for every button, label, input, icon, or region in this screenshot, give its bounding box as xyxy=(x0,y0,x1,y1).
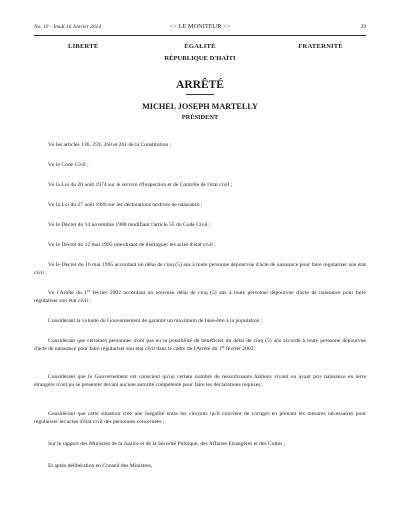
motto-liberte: LIBERTÉ xyxy=(68,43,99,50)
document-title: ARRÊTÉ xyxy=(176,79,224,91)
paragraph-visa-decret-12-mai-1995: Vu le Décret du 12 mai 1995 interdisant de distinguer les actes d'état civil ; xyxy=(48,242,216,248)
paragraph-considerant-ressortissants: Considérant que le Gouvernement est conscient qu'un certain nombre de ressortissants haïtiens vivant ou ayant pris naissance en terre étrangère n'ont pu se présenter devant aucune autorité compétente pour faire les déclarations requises; xyxy=(34,374,366,389)
paragraph-visa-decret-16-mai-1995: Vu le Décret du 16 mai 1995 accordant un délai de cinq (5) ans à toute personne dépourvue d'acte de naissance pour faire régulariser son état civil ; xyxy=(34,262,366,277)
paragraph-visa-loi-1974: Vu la Loi du 20 août 1974 sur le service d'Inspection et de Contrôle de l'état civil ; xyxy=(48,182,233,188)
page-number: 29 xyxy=(360,24,366,30)
motto-egalite: ÉGALITÉ xyxy=(184,43,216,50)
paragraph-visa-arrete-2002: Vu l'Arrêté du 1er février 2002 accordant un nouveau délai de cinq (5) ans à toute personne dépourvue d'acte de naissance pour faire régulariser son état civil ; xyxy=(34,289,366,305)
motto-fraternite: FRATERNITÉ xyxy=(298,43,343,50)
republic-name: RÉPUBLIQUE D'HAÏTI xyxy=(164,55,236,62)
running-header xyxy=(34,24,366,34)
paragraph-considerant-inegalite: Considérant que cette situation crée une inégalité entre les citoyens qu'il convient de corriger en prenant les mesures nécessaires pour régulariser les actes d'état civil des personnes concernées ; xyxy=(34,411,366,426)
paragraph-visa-loi-1980: Vu la Loi du 27 août 1980 sur les déclarations tardives de naissance ; xyxy=(48,202,203,208)
paragraph-visa-constitution: Vu les articles 136, 259, 260 et 261 de la Constitution ; xyxy=(48,142,172,148)
paragraph-considerant-delai: Considérant que certaines personnes n'ont pas eu la possibilité de bénéficier du délai de cinq (5) ans accordé à toute personne dépourvue d'acte de naissance pour faire régulariser son état civil dans le cadre de l'Arrêté du 1er février 2002; xyxy=(34,338,366,353)
author-name: MICHEL JOSEPH MARTELLY xyxy=(142,102,258,111)
journal-name: << LE MONITEUR >> xyxy=(169,23,231,30)
paragraph-visa-decret-1988: Vu le Décret du 14 novembre 1988 modifiant l'article 55 du Code Civil ; xyxy=(48,222,211,228)
author-title: PRÉSIDENT xyxy=(181,114,219,121)
paragraph-rapport-ministres: Sur le rapport des Ministres de la Justice et de la Sécurité Publique, des Affaires Etrangères et des Cultes ; xyxy=(48,441,286,447)
paragraph-considerant-volonte: Considérant la volonté du Gouvernement de garantir un maximum de bien-être à la population ; xyxy=(48,318,263,324)
title-rule xyxy=(186,94,214,95)
paragraph-visa-code-civil: Vu le Code Civil ; xyxy=(48,162,89,168)
paragraph-deliberation: Et après délibération en Conseil des Ministres, xyxy=(48,463,153,469)
header-rule xyxy=(34,35,366,36)
issue-info: No. 10 - Jeudi 16 Janvier 2014 xyxy=(34,24,101,30)
